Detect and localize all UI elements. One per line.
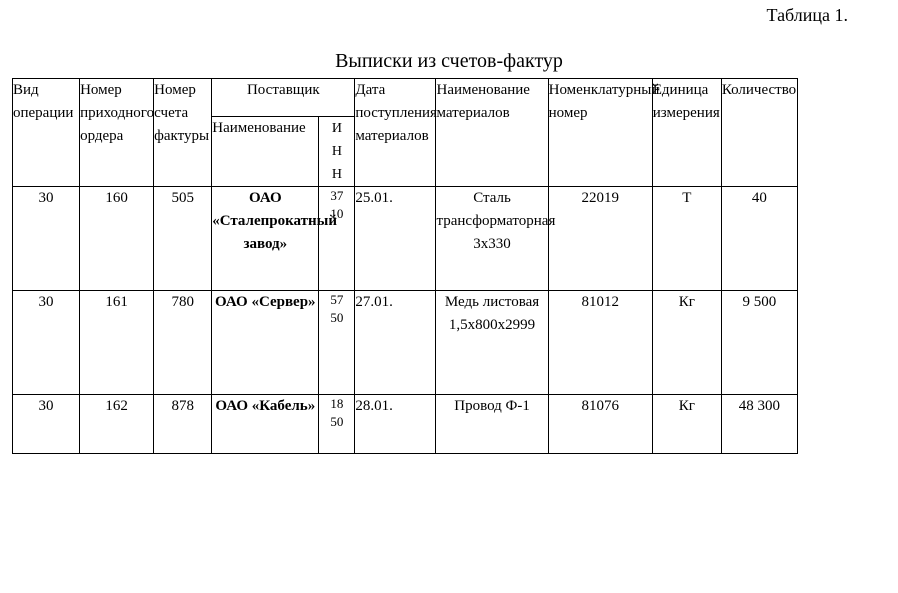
cell-receipt-date: 28.01.	[355, 395, 436, 454]
header-receipt-order: Номер приходного ордера	[80, 79, 154, 187]
cell-unit: Кг	[652, 395, 721, 454]
table-row	[13, 187, 798, 291]
header-invoice-no: Номер счета фактуры	[154, 79, 212, 187]
cell-unit: Кг	[652, 291, 721, 395]
inn-value: 3710	[330, 188, 344, 221]
cell-nomenclature-no: 81012	[548, 291, 652, 395]
cell-supplier-name: ОАО «Сталепрокатный завод»	[212, 187, 319, 291]
invoice-table	[12, 78, 798, 454]
cell-unit: Т	[652, 187, 721, 291]
header-supplier: Поставщик	[212, 79, 355, 117]
document-title: Выписки из счетов-фактур	[335, 50, 563, 72]
cell-quantity: 48 300	[721, 395, 797, 454]
header-supplier-name: Наименование	[212, 117, 319, 187]
header-unit: Единица измерения	[652, 79, 721, 187]
table-row	[13, 291, 798, 395]
cell-receipt-order: 160	[80, 187, 154, 291]
cell-material-name: Медь листовая 1,5х800х2999	[436, 291, 548, 395]
cell-material-name: Провод Ф-1	[436, 395, 548, 454]
header-inn-text: ИНН	[331, 121, 342, 182]
cell-supplier-inn	[319, 395, 355, 454]
cell-receipt-order: 162	[80, 395, 154, 454]
cell-supplier-inn	[319, 291, 355, 395]
cell-supplier-name: ОАО «Сервер»	[212, 291, 319, 395]
header-row	[13, 79, 798, 117]
cell-invoice-no: 878	[154, 395, 212, 454]
header-quantity: Количество	[721, 79, 797, 187]
cell-op-type: 30	[13, 187, 80, 291]
cell-op-type: 30	[13, 395, 80, 454]
header-op-type: Вид операции	[13, 79, 80, 187]
header-material-name: Наименование материалов	[436, 79, 548, 187]
cell-quantity: 40	[721, 187, 797, 291]
header-nomenclature-no: Номенклатурный номер	[548, 79, 652, 187]
header-supplier-inn	[319, 117, 355, 187]
cell-receipt-date: 27.01.	[355, 291, 436, 395]
cell-quantity: 9 500	[721, 291, 797, 395]
cell-invoice-no: 780	[154, 291, 212, 395]
cell-supplier-name: ОАО «Кабель»	[212, 395, 319, 454]
cell-invoice-no: 505	[154, 187, 212, 291]
table-row	[13, 395, 798, 454]
cell-nomenclature-no: 81076	[548, 395, 652, 454]
header-receipt-date: Дата поступления материалов	[355, 79, 436, 187]
cell-material-name: Сталь трансформаторная 3х330	[436, 187, 548, 291]
cell-receipt-order: 161	[80, 291, 154, 395]
cell-nomenclature-no: 22019	[548, 187, 652, 291]
table-label: Таблица 1.	[766, 5, 848, 25]
cell-op-type: 30	[13, 291, 80, 395]
inn-value: 1850	[330, 396, 344, 429]
inn-value: 5750	[330, 292, 344, 325]
cell-receipt-date: 25.01.	[355, 187, 436, 291]
cell-supplier-inn	[319, 187, 355, 291]
